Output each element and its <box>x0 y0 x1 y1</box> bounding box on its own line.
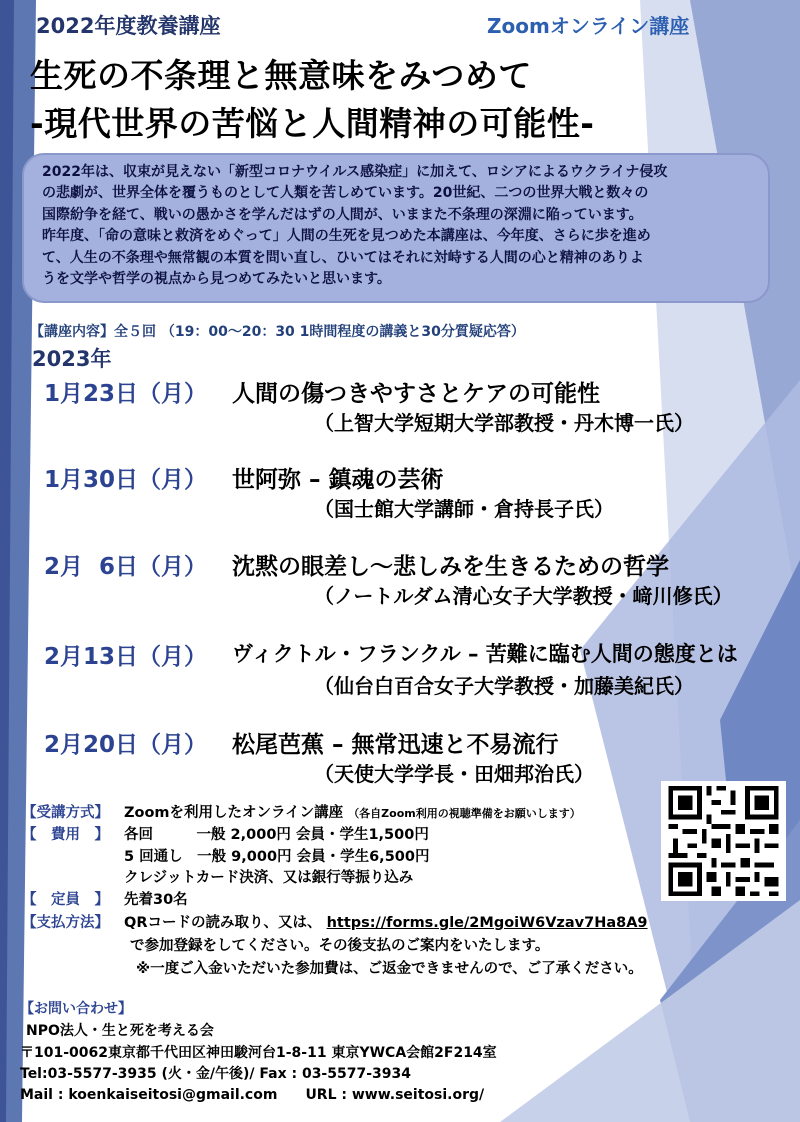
intro-line: 2022年は、収束が見えない「新型コロナウイルス感染症」に加えて、ロシアによるウクライナ侵攻 <box>42 164 668 180</box>
schedule-year: 2023年 <box>32 347 112 371</box>
intro-line: の悲劇が、世界全体を覆うものとして人類を苦しめています。20世紀、二つの世界大戦と数々の <box>42 185 649 202</box>
page-subtitle: -現代世界の苦悩と人間精神の可能性- <box>30 104 595 143</box>
payment-value-wrap <box>124 911 648 932</box>
format-badge: Zoomオンライン講座 <box>487 14 690 38</box>
session-date: 1月30日（月） <box>44 467 208 493</box>
session-lecturer: （国士館大学講師・倉持長子氏） <box>314 497 614 521</box>
intro-line: て、人生の不条理や無常観の本質を問い直し、ひいてはそれに対峙する人間の心と精神のありよ <box>42 249 644 266</box>
fee-label: 【 費用 】 <box>22 827 109 843</box>
method-value-wrap <box>124 801 581 822</box>
session-title: 松尾芭蕉 – 無常迅速と不易流行 <box>232 732 559 758</box>
payment-label: 【支払方法】 <box>22 915 109 931</box>
contact-mail-url[interactable]: Mail : koenkaiseitosi@gmail.com URL : www.seitosi.org/ <box>20 1087 485 1103</box>
payment-line-2: で参加登録をしてください。その後支払のご案内をいたします。 <box>130 938 550 954</box>
contact-heading: 【お問い合わせ】 <box>20 1001 132 1017</box>
capacity-row <box>22 888 188 909</box>
contact-tel-fax: Tel:03-5577-3935 (火・金/午後)/ Fax : 03-5577-3934 <box>20 1066 411 1082</box>
session-title: 世阿弥 – 鎮魂の芸術 <box>232 467 444 493</box>
fee-line-2: 5 回通し 一般 9,000円 会員・学生6,500円 <box>124 849 430 865</box>
session-lecturer: （ノートルダム清心女子大学教授・﨑川修氏） <box>314 584 733 608</box>
session-date: 1月23日（月） <box>44 381 208 407</box>
course-year-title: 2022年度教養講座 <box>36 14 221 38</box>
method-row <box>22 801 581 822</box>
capacity-value: 先着30名 <box>124 892 188 908</box>
method-value: Zoomを利用したオンライン講座 <box>124 805 344 821</box>
session-date: 2月 6日（月） <box>44 554 208 580</box>
page-title: 生死の不条理と無意味をみつめて <box>30 56 532 95</box>
contact-org: NPO法人・生と死を考える会 <box>26 1023 214 1039</box>
fee-line-1: 各回 一般 2,000円 会員・学生1,500円 <box>124 827 429 843</box>
capacity-label: 【 定員 】 <box>22 892 109 908</box>
session-title: 沈黙の眼差し～悲しみを生きるための哲学 <box>232 554 669 580</box>
payment-row <box>22 911 648 932</box>
contact-address: 〒101-0062東京都千代田区神田駿河台1-8-11 東京YWCA会館2F214室 <box>20 1045 497 1061</box>
registration-link[interactable]: https://forms.gle/2MgoiW6Vzav7Ha8A9 <box>326 915 648 931</box>
method-label: 【受講方式】 <box>22 805 109 821</box>
session-lecturer: （天使大学学長・田畑邦治氏） <box>314 762 594 786</box>
intro-line: 国際紛争を経て、戦いの愚かさを学んだはずの人間が、いままた不条理の深淵に陥っています。 <box>42 206 643 223</box>
session-date: 2月20日（月） <box>44 732 208 758</box>
payment-prefix: QRコードの読み取り、又は、 <box>124 915 322 931</box>
session-title: ヴィクトル・フランクル – 苦難に臨む人間の態度とは <box>232 642 738 666</box>
intro-line: うを文学や哲学の視点から見つめてみたいと思います。 <box>42 271 391 288</box>
method-note: （各自Zoom利用の視聴準備をお願いします） <box>348 807 581 820</box>
intro-box <box>22 153 770 303</box>
fee-row <box>22 823 429 844</box>
session-lecturer: （仙台白百合女子大学教授・加藤美紀氏） <box>314 674 694 698</box>
session-lecturer: （上智大学短期大学部教授・丹木博一氏） <box>314 411 694 435</box>
session-date: 2月13日（月） <box>44 644 208 670</box>
qr-code[interactable] <box>661 781 786 901</box>
session-title: 人間の傷つきやすさとケアの可能性 <box>232 381 600 407</box>
fee-line-3: クレジットカード決済、又は銀行等振り込み <box>124 870 414 886</box>
course-info: 【講座内容】全５回 （19：00～20：30 1時間程度の講義と30分質疑応答） <box>30 324 525 340</box>
intro-line: 昨年度、「命の意味と救済をめぐって」人間の生死を見つめた本講座は、今年度、さらに歩を進め <box>42 228 651 245</box>
payment-line-3: ※一度ご入金いただいた参加費は、ご返金できませんので、ご了承ください。 <box>136 961 643 977</box>
